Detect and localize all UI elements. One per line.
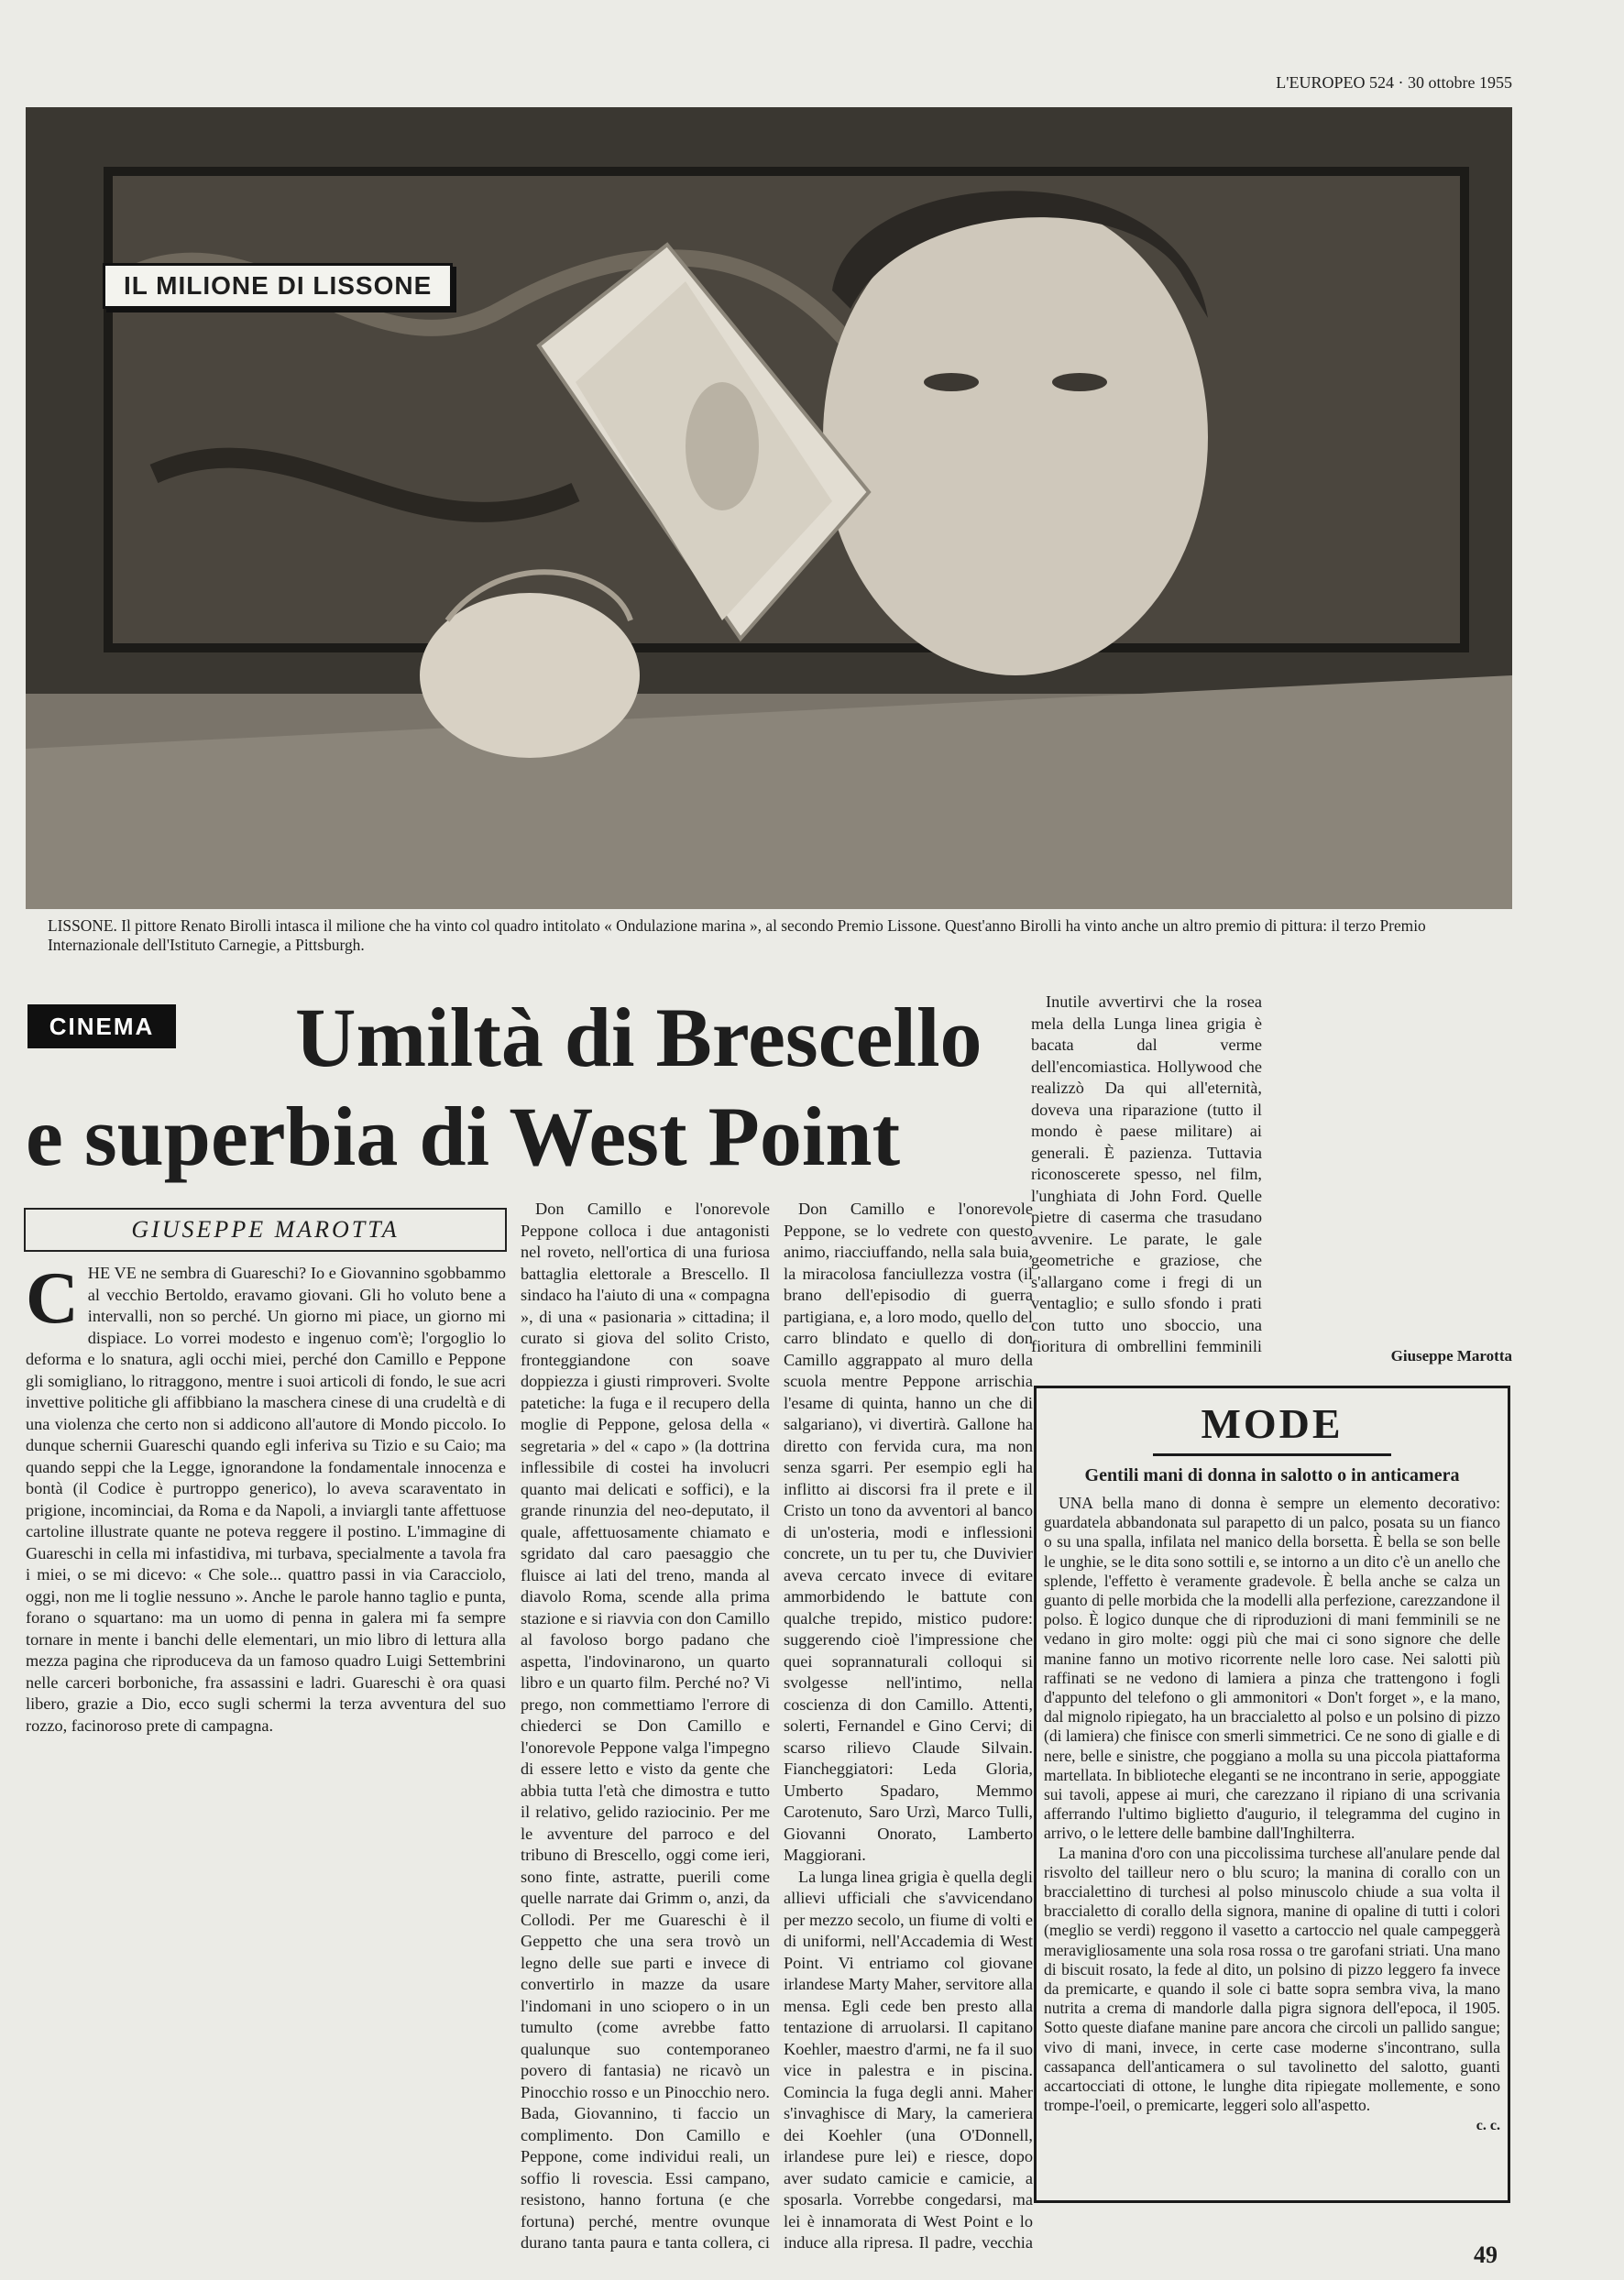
mode-subtitle: Gentili mani di donna in salotto o in anticamera [1084,1465,1460,1485]
article-title-line-1: Umiltà di Brescello [295,991,982,1084]
drop-cap: C [26,1263,79,1339]
article-column-2 [521,1199,770,2253]
article-paragraph: HE VE ne sembra di Guareschi? Io e Giovannino sgobbammo al vecchio Bertoldo, eravamo giovani. Gli ho voluto bene a intervalli, non so perché. Un giorno mi piace, un giorno mi dispiace. Lo vorrei modesto e ingenuo com'è; l'orgoglio lo deforma e lo snatura, agli occhi miei, perché don Camillo e Peppone gli somigliano, lo ritraggono, mentre i suoi articoli di fondo, le sue acri invettive politiche gli affibbiano la maschera cinese di una crudeltà e di una violenza che certo non si addicono all'autore di Mondo piccolo. Io dunque schernii Guareschi quando egli inferiva su Tizio e su Caio; ma quando seppi che la Legge, ignorandone la fondamentale innocenza e bontà (il Codice è purtroppo generico), lo aveva scaraventato in prigione, incominciai, da Roma e da Napoli, a inviargli tante affettuose cartoline illustrate quante ne poteva reggere il postino. L'immagine di Guareschi in cella mi infastidiva, mi turbava, specialmente a tavola fra i miei, o se mi dicevo: « Che sole... quattro passi in via Caracciolo, oggi, non me li toglie nessuno ». Anche le parole hanno taglio e punta, forano o squartano: ma un uomo di penna in galera mi fa sempre tornare in mente i banchi delle elementari, un mio libro di lettura alla mezza pagina che riproduceva da un famoso quadro Luigi Settembrini nelle carceri borboniche, fra assassini e ladri. Guareschi è ora quasi libero, grazie a Dio, ecco sugli schermi la terza avventura del suo rozzo, facinoroso prete di campagna. [26,1264,506,1735]
article-paragraph: Don Camillo e l'onorevole Peppone, se lo vedrete con questo animo, riacciuffando, nella sala buia, la miracolosa fanciullezza vostra (il brano dell'episodio di guerra partigiana, e, a loro modo, quello del carro blindato e quello di don Camillo aggrappato al muro della scuola mentre Peppone arrischia l'esame di quinta, hanno un che di salgariano), vi divertirà. Gallone ha diretto con fervida cura, ma non senza sgarri. Per esempio egli ha inflitto ai discorsi fra il prete e il Cristo un tono da avventori al banco di un'osteria, modi e inflessioni concrete, un tu per tu, che Duvivier aveva cercato invece di evitare ammorbidendo le battute con qualche trepido, mistico pudore: suggerendo cioè l'impressione che quei soprannaturali colloqui si svolgesse nell'intimo, nella coscienza di don Camillo. Attenti, solerti, Fernandel e Gino Cervi; di scarso rilievo Claude Silvain. Fiancheggiatori: Leda Gloria, Umberto Spadaro, Memmo Carotenuto, Saro Urzì, Marco Tulli, Giovanni Onorato, Lamberto Maggiorani. [784,1200,1033,1864]
author-byline: GIUSEPPE MAROTTA [24,1208,507,1252]
mode-paragraph: UNA bella mano di donna è sempre un elemento decorativo: guardatela abbandonata sul parapetto di un palco, posata su un fianco o su una spalla, infilata nel manico della borsetta. È bella se son belle le unghie, se le dita sono sottili e, se intorno a un dito c'è un anello che splende, l'effetto è veramente gradevole. È bella anche se calza un guanto di pelle morbida che la modelli alla perfezione, carezzandone il polso. È logico dunque che di riproduzioni di mani femminili se ne vedano in giro molte: oggi più che mai ci sono signore che delle manine fanno un motivo ricorrente nelle loro case. Nei salotti più raffinati se ne vedono di lamiera a pinza che trattengono i fogli d'appunto del telefono o gli ammonitori « Don't forget », e la mano, dal mignolo ripiegato, ha un braccialetto al polso e un polsino di pizzo (di lamiera) che finisce con smerli simmetrici. Ce ne sono di gialle e di nere, belle e sinistre, che poggiano a molla su una piccola piattaforma martellata. In biblioteche eleganti se ne incontrano in serie, appoggiate sui tavoli, appese ai muri, che carezzano il ripiano di una scrivania afferrando l'ultimo biglietto d'augurio, il telegramma del cugino in arrivo, o le lettere delle bambine dall'Inghilterra. [1044,1494,1500,1843]
article-paragraph: La lunga linea grigia è quella degli allievi ufficiali che s'avvicendano per mezzo secolo, un fiume di volti e di uniformi, nell'Accademia di West Point. Vi entriamo col giovane irlandese Marty Maher, servitore alla mensa. Egli cede ben presto alla tentazione di arruolarsi. Il capitano Koehler, maestro d'armi, ne fa il suo vice in palestra e in piscina. Comincia la fuga degli anni. Maher s'invaghisce di Mary, la cameriera dei Koehler (una O'Donnell, irlandese pure lei) e riesce, dopo aver sudato camicie e camicie, a sposarla. Vorrebbe congedarsi, ma lei è innamorata di West Point e lo induce alla ripresa. Il padre, vecchia [784,1867,1033,2252]
article-signature: Giuseppe Marotta [1390,1347,1512,1365]
mode-title: MODE [1201,1400,1344,1447]
magazine-header: L'EUROPEO 524 · 30 ottobre 1955 [1276,73,1512,92]
page-number: 49 [1474,2242,1498,2268]
article-column-5 [1277,992,1513,1347]
mode-paragraph: La manina d'oro con una piccolissima turchese all'anulare pende dal risvolto del tailleur nero o blu scuro; la manina di corallo con un braccialettino di turchesi al polso minuscolo chiude a sua volta il braccialetto di corallo della signora, manine di opaline di tutti i colori (meglio se verdi) reggono il vasetto a cartoccio nel quale campeggerà meravigliosamente una sola rosa rossa o tre garofani striati. Una mano di biscuit rosato, la fede al dito, un polsino di pizzo leggero fa invece da premicarte, e quando il sole ci batte sopra sembra viva, la mano nutrita a crema di mandorle dalla pigra signora dell'epoca, il 1905. Sotto queste diafane manine pare ancora che circoli un pallido sangue; vivo di mani, invece, in certe case moderne s'incontrano, sulla cassapanca dell'anticamera o sul tavolinetto del salotto, guanti accartocciati di ottone, le lunghe dita ripiegate mollemente, e sono trompe-l'oeil, o premicarte, leggeri solo all'aspetto. [1044,1843,1500,2115]
mode-body [1044,1494,1500,2135]
photo-caption: LISSONE. Il pittore Renato Birolli intasca il milione che ha vinto col quadro intitolato « Ondulazione marina », al secondo Premio Lissone. Quest'anno Birolli ha vinto anche un altro premio di pittura: il terzo Premio Internazionale dell'Istituto Carnegie, a Pittsburgh. [48,916,1426,954]
mode-signature: c. c. [1476,2117,1500,2133]
section-label: IL MILIONE DI LISSONE [103,263,453,309]
photo-illustration [26,107,1512,909]
article-title-line-2: e superbia di West Point [26,1090,901,1183]
article-paragraph: Don Camillo e l'onorevole Peppone colloca i due antagonisti nel roveto, nell'ortica di una furiosa battaglia elettorale a Brescello. Il sindaco ha l'aiuto di una « compagna », di una « pasionaria » cittadina; il curato si giova del solito Cristo, fronteggiandone con soave doppiezza i giusti rimproveri. Svolte patetiche: la fuga e il recupero della moglie di Peppone, gelosa della « segretaria » del « capo » (la dottrina inflessibile di costei ha involucri quanto mai delicati e soffici), e la grande rinunzia del neo-deputato, il quale, affettuosamente chiamato e sgridato dal caro paesaggio che fluisce ai lati del treno, manda al diavolo Roma, scende alla prima stazione e si riavvia con don Camillo al favoloso borgo padano che aspetta, l'indovinarono, un quarto libro e un quarto film. Perché no? Vi prego, non commettiamo l'errore di chiederci se Don Camillo e l'onorevole Peppone valga l'impegno di essere letto e visto da gente che abbia tutta l'età che dimostra e tutto il relativo, gelido raziocinio. Per me le avventure del parroco e del tribuno di Brescello, oggi come ieri, sono finte, astratte, puerili come quelle narrate dai Grimm o, anzi, da Collodi. Per me Guareschi è il Geppetto che una sera trovò un legno delle sue parti e invece di convertirlo in mazze da usare l'indomani in uno sciopero o in un tumulto (come avrebbe fatto qualunque suo contemporaneo povero di fantasia) ne ricavò un Pinocchio rosso e un Pinocchio nero. Bada, Giovannino, ti faccio un complimento. Don Camillo e Peppone, come individui reali, un soffio li rovescia. Essi campano, resistono, hanno fortuna (e che fortuna) perché, mentre ovunque durano tanta paura e tanta collera, ci [521,1200,770,2252]
article-column-4 [1031,992,1262,1356]
article-paragraph: Inutile avvertirvi che la rosea mela della Lunga linea grigia è bacata dal verme dell'encomiastica. Hollywood che realizzò Da qui all'eternità, doveva una riparazione (tutto il mondo è paese militare) ai generali. È pazienza. Tuttavia riconoscerete spesso, nel film, l'unghiata di John Ford. Quelle pietre di caserma che trasudano avvenire. Le parate, le gale geometriche e graziose, che s'allargano come i fregi di un ventaglio; e sullo sfondo i prati con tutto uno sbocciо, una fioritura di ombrellini femminili [1031,992,1262,1355]
article-column-3 [784,1199,1033,2253]
category-tag: CINEMA [27,1004,176,1048]
mode-title-rule [1153,1453,1391,1456]
article-column-1 [26,1263,506,2253]
photo-birolli [26,107,1512,909]
mode-sidebar-box [1034,1386,1510,2203]
